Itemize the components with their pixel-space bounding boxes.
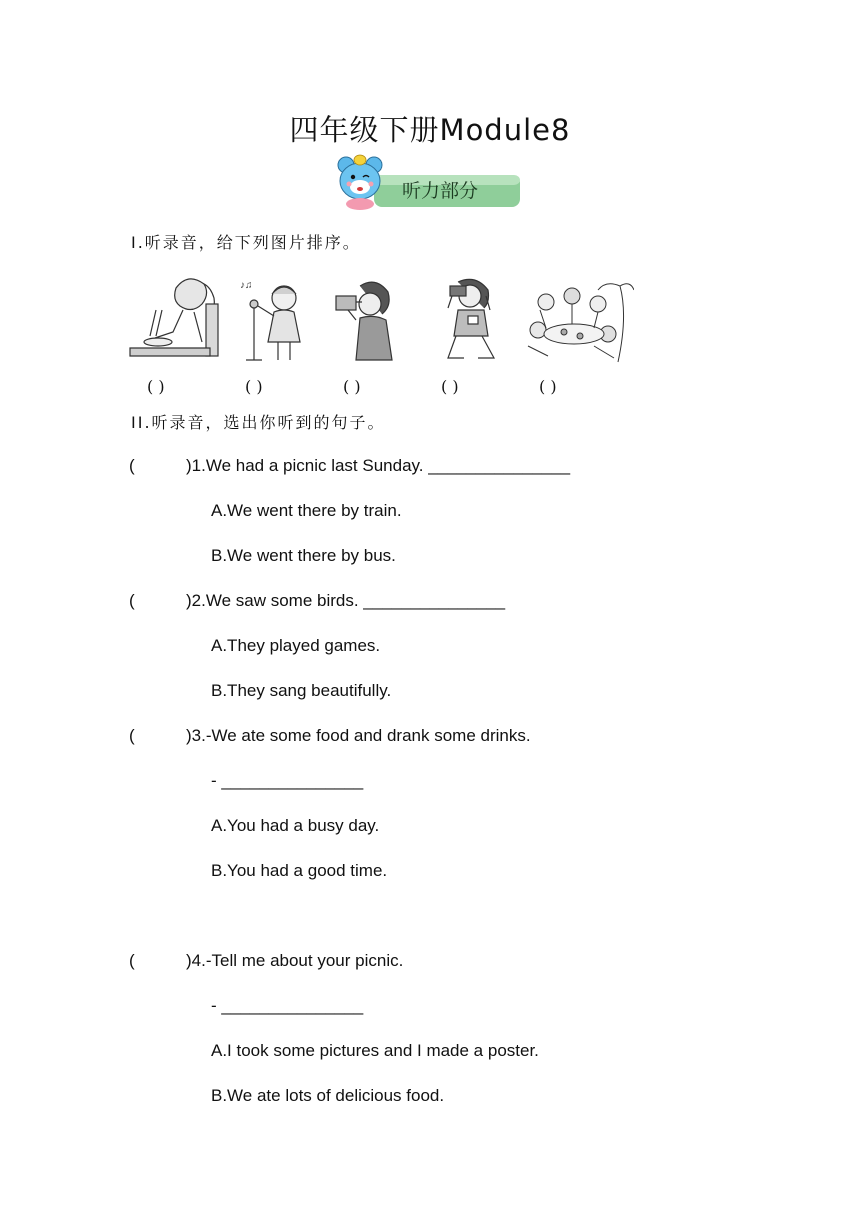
picture-row	[128, 276, 634, 366]
q3-option-a: A.You had a busy day.	[211, 816, 380, 835]
svg-text:♪♫: ♪♫	[240, 280, 253, 291]
answer-bracket-1[interactable]: ( )	[147, 377, 165, 396]
q2-answer-bracket[interactable]: (	[129, 591, 135, 610]
q1-answer-bracket[interactable]: (	[129, 456, 135, 475]
q4-option-b: B.We ate lots of delicious food.	[211, 1086, 445, 1105]
answer-bracket-2[interactable]: ( )	[245, 377, 263, 396]
answer-bracket-5[interactable]: ( )	[539, 377, 557, 396]
q1-option-b: B.We went there by bus.	[211, 546, 396, 565]
q4-option-a: A.I took some pictures and I made a poster.	[211, 1041, 539, 1060]
q4-answer-bracket[interactable]: (	[129, 951, 135, 970]
banner-label: 听力部分	[402, 180, 479, 202]
q1-option-a: A.We went there by train.	[211, 501, 402, 520]
page-title: 四年级下册Module8	[289, 113, 571, 147]
section2-heading: II.听录音，选出你听到的句子。	[131, 413, 386, 432]
girl-eating-picture	[128, 276, 226, 364]
q4-response: - _______________	[211, 996, 364, 1015]
section1-heading: I.听录音，给下列图片排序。	[131, 233, 361, 252]
bear-mascot-icon	[336, 153, 524, 211]
q1-stem: )1.We had a picnic last Sunday. _______________	[186, 456, 571, 475]
q2-option-a: A.They played games.	[211, 636, 381, 655]
q3-answer-bracket[interactable]: (	[129, 726, 135, 745]
q2-stem: )2.We saw some birds. _______________	[186, 591, 506, 610]
listening-banner	[336, 153, 524, 211]
boy-taking-photo-picture	[330, 276, 400, 364]
q4-stem: )4.-Tell me about your picnic.	[186, 951, 404, 970]
q3-option-b: B.You had a good time.	[211, 861, 388, 880]
q3-stem: )3.-We ate some food and drank some drinks.	[186, 726, 531, 745]
answer-bracket-3[interactable]: ( )	[343, 377, 361, 396]
answer-bracket-4[interactable]: ( )	[441, 377, 459, 396]
q3-response: - _______________	[211, 771, 364, 790]
girl-singing-picture	[238, 276, 310, 364]
q2-option-b: B.They sang beautifully.	[211, 681, 392, 700]
picnic-group-picture	[524, 276, 634, 364]
girl-with-binoculars-picture	[438, 276, 500, 364]
